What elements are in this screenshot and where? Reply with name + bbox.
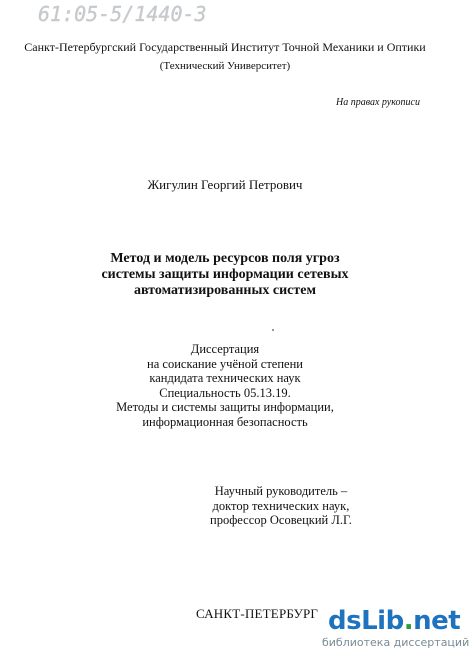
supervisor-line: Научный руководитель – — [214, 484, 348, 498]
supervisor-info — [210, 484, 352, 528]
author-name: Жигулин Георгий Петрович — [147, 177, 303, 192]
supervisor-line: доктор технических наук, — [212, 498, 350, 513]
archive-stamp — [36, 2, 246, 28]
dissertation-line: на соискание учёной степени — [147, 356, 303, 371]
logo-part-lib: Lib — [361, 606, 404, 636]
dissertation-line: кандидата технических наук — [149, 371, 301, 385]
dissertation-line: Методы и системы защиты информации, — [116, 400, 334, 414]
dissertation-title — [0, 251, 450, 299]
city-name: САНКТ-ПЕТЕРБУРГ — [196, 606, 319, 621]
university-subtitle: (Технический Университет) — [159, 60, 291, 72]
archive-stamp-text: 61:05-5/1440-3 — [38, 2, 207, 26]
dslib-logo — [328, 607, 460, 635]
dslib-subtitle: библиотека диссертаций — [322, 636, 469, 649]
logo-part-dot: . — [403, 606, 414, 636]
institute-name: Санкт-Петербургский Государственный Институт Точной Механики и Оптики — [24, 40, 426, 54]
title-line: системы защиты информации сетевых — [101, 267, 349, 282]
title-line: Метод и модель ресурсов поля угроз — [110, 251, 340, 266]
dissertation-line: Диссертация — [190, 342, 260, 356]
logo-part-net: net — [413, 606, 461, 636]
title-line: автоматизированных систем — [133, 283, 317, 298]
dslib-watermark[interactable] — [322, 606, 469, 657]
logo-part-ds: ds — [328, 606, 362, 636]
dissertation-info — [0, 342, 450, 429]
rights-note: На правах рукописи — [336, 97, 420, 108]
dissertation-line: информационная безопасность — [142, 414, 308, 429]
supervisor-line: профессор Осовецкий Л.Г. — [210, 513, 352, 527]
dissertation-line: Специальность 05.13.19. — [159, 385, 291, 400]
speck — [272, 329, 274, 331]
